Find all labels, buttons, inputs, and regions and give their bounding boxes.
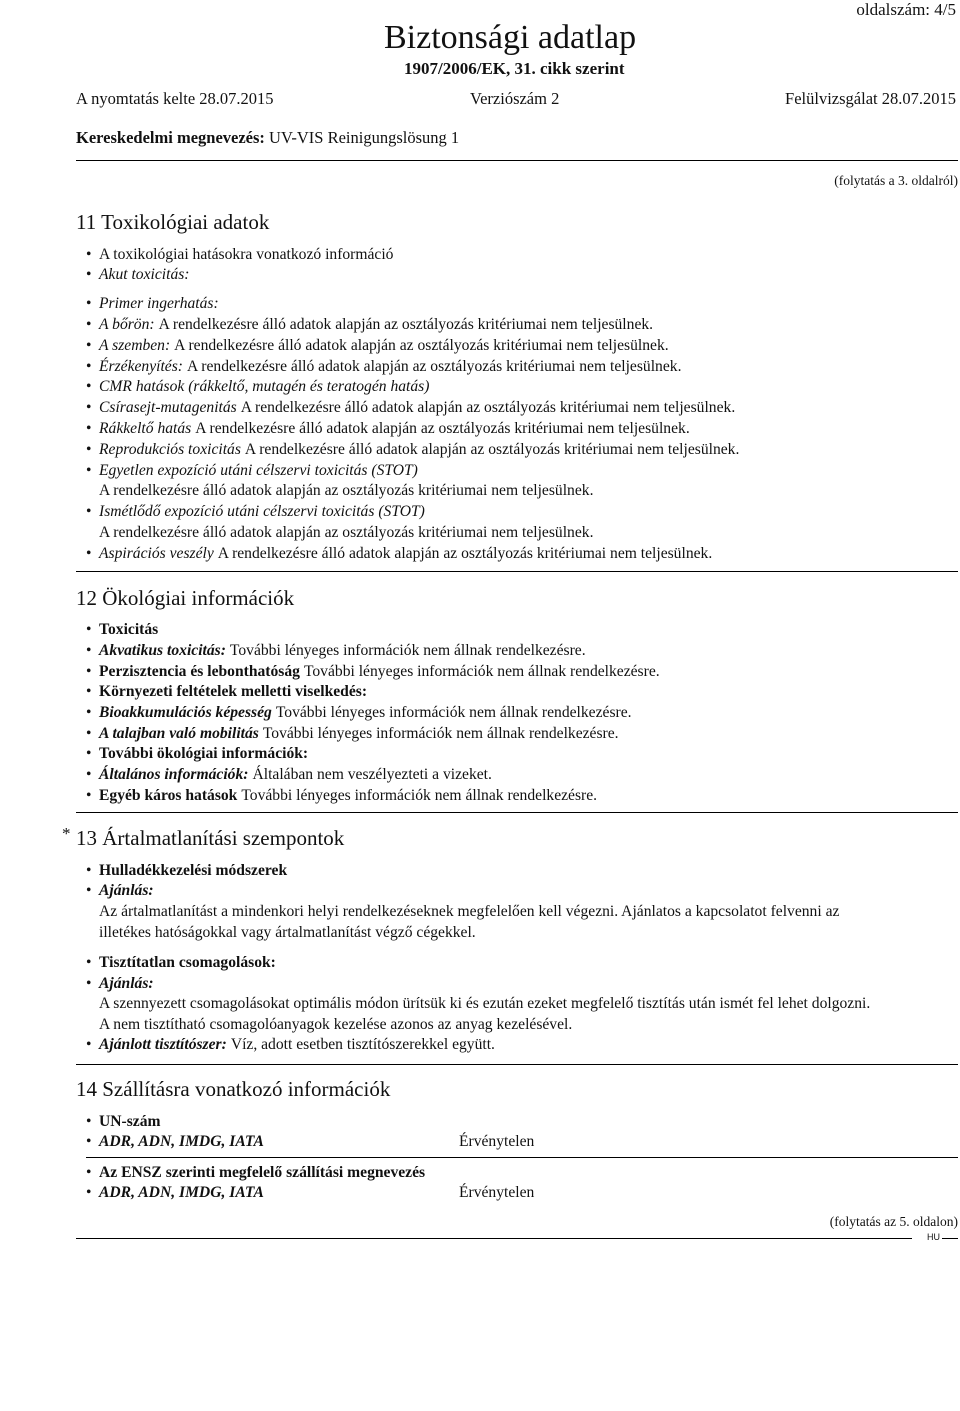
list-item-text: A szennyezett csomagolásokat optimális módon ürítsük ki és ezután ezeket megfelelő tisztítás után ismét fel lehet dolgozni. bbox=[99, 995, 871, 1012]
continued-to: (folytatás az 5. oldalon) bbox=[829, 1214, 958, 1229]
list-item: • Csírasejt-mutagenitás A rendelkezésre álló adatok alapján az osztályozás kritériumai nem teljesülnek. bbox=[86, 399, 736, 416]
list-item: • Ajánlott tisztítószer: Víz, adott esetben tisztítószerekkel együtt. bbox=[86, 1036, 495, 1053]
print-date: A nyomtatás kelte 28.07.2015 bbox=[76, 89, 274, 108]
list-item: • Toxicitás bbox=[86, 621, 159, 638]
list-item: • Ajánlás: bbox=[86, 882, 154, 899]
list-item: • UN-szám bbox=[86, 1113, 161, 1130]
version-number: Verziószám 2 bbox=[470, 89, 560, 108]
footer-rule-left bbox=[76, 1238, 912, 1239]
list-item: • Általános információk: Általában nem veszélyezteti a vizeket. bbox=[86, 766, 492, 783]
section-rule bbox=[76, 1064, 958, 1065]
list-item: • ADR, ADN, IMDG, IATA Érvénytelen bbox=[86, 1133, 535, 1150]
revision-date: Felülvizsgálat 28.07.2015 bbox=[785, 89, 956, 108]
list-item: • Primer ingerhatás: bbox=[86, 295, 219, 312]
list-item: • Bioakkumulációs képesség További lényeges információk nem állnak rendelkezésre. bbox=[86, 704, 632, 721]
continued-from: (folytatás a 3. oldalról) bbox=[834, 173, 958, 188]
list-item-text: A nem tisztítható csomagolóanyagok kezelése azonos az anyag kezelésével. bbox=[99, 1016, 573, 1033]
list-item: • Egyéb káros hatások További lényeges információk nem állnak rendelkezésre. bbox=[86, 787, 598, 804]
list-item: • Akvatikus toxicitás: További lényeges információk nem állnak rendelkezésre. bbox=[86, 642, 586, 659]
list-item: • Egyetlen expozíció utáni célszervi toxicitás (STOT) bbox=[86, 462, 418, 479]
trade-name-label: Kereskedelmi megnevezés: bbox=[76, 128, 265, 147]
list-item: • Ismétlődő expozíció utáni célszervi toxicitás (STOT) bbox=[86, 503, 425, 520]
list-item: • Környezeti feltételek melletti viselkedés: bbox=[86, 683, 368, 700]
subsection-rule bbox=[86, 1157, 958, 1158]
trade-name bbox=[76, 128, 459, 148]
trade-name-value: UV-VIS Reinigungslösung 1 bbox=[269, 128, 460, 147]
list-item: • Perzisztencia és lebonthatóság További lényeges információk nem állnak rendelkezésre. bbox=[86, 663, 660, 680]
section-12-heading: 12 Ökológiai információk bbox=[76, 586, 295, 610]
list-item: • A szemben: A rendelkezésre álló adatok alapján az osztályozás kritériumai nem teljesülnek. bbox=[86, 337, 669, 354]
list-item: • ADR, ADN, IMDG, IATA Érvénytelen bbox=[86, 1184, 535, 1201]
transport-value: Érvénytelen bbox=[459, 1184, 535, 1201]
list-item: • Rákkeltő hatás A rendelkezésre álló adatok alapján az osztályozás kritériumai nem teljesülnek. bbox=[86, 420, 690, 437]
footer-rule-right bbox=[942, 1238, 958, 1239]
list-item: • Érzékenyítés: A rendelkezésre álló adatok alapján az osztályozás kritériumai nem teljesülnek. bbox=[86, 358, 682, 375]
revision-marker: * bbox=[62, 824, 71, 843]
list-item: • Reprodukciós toxicitás A rendelkezésre álló adatok alapján az osztályozás kritériumai nem teljesülnek. bbox=[86, 441, 740, 458]
list-item-text: Az ártalmatlanítást a mindenkori helyi rendelkezéseknek megfelelően kell végezni. Ajánlatos a kapcsolatot felvenni az bbox=[99, 903, 840, 920]
language-code: HU bbox=[927, 1232, 940, 1242]
list-item: • Ajánlás: bbox=[86, 975, 154, 992]
list-item: • Aspirációs veszély A rendelkezésre álló adatok alapján az osztályozás kritériumai nem teljesülnek. bbox=[86, 545, 713, 562]
header-rule bbox=[76, 160, 958, 161]
list-item: • Tisztítatlan csomagolások: bbox=[86, 954, 276, 971]
list-item: • További ökológiai információk: bbox=[86, 745, 309, 762]
list-item-text: A rendelkezésre álló adatok alapján az osztályozás kritériumai nem teljesülnek. bbox=[99, 482, 594, 499]
section-rule bbox=[76, 812, 958, 813]
list-item: • A toxikológiai hatásokra vonatkozó információ bbox=[86, 246, 394, 263]
list-item: • Az ENSZ szerinti megfelelő szállítási megnevezés bbox=[86, 1164, 426, 1181]
section-11-heading: 11 Toxikológiai adatok bbox=[76, 210, 270, 234]
list-item-text: A rendelkezésre álló adatok alapján az osztályozás kritériumai nem teljesülnek. bbox=[99, 524, 594, 541]
page-number: oldalszám: 4/5 bbox=[856, 0, 956, 19]
section-14-heading: 14 Szállításra vonatkozó információk bbox=[76, 1077, 391, 1101]
list-item: • CMR hatások (rákkeltő, mutagén és teratogén hatás) bbox=[86, 378, 430, 395]
list-item-text: illetékes hatóságokkal vagy ártalmatlanítást végző cégekkel. bbox=[99, 924, 476, 941]
document-title: Biztonsági adatlap bbox=[384, 19, 637, 56]
section-13-heading: 13 Ártalmatlanítási szempontok bbox=[76, 826, 345, 850]
list-item: • A talajban való mobilitás További lényeges információk nem állnak rendelkezésre. bbox=[86, 725, 619, 742]
transport-value: Érvénytelen bbox=[459, 1133, 535, 1150]
section-rule bbox=[76, 571, 958, 572]
regulation-reference: 1907/2006/EK, 31. cikk szerint bbox=[404, 59, 625, 78]
list-item: • A bőrön: A rendelkezésre álló adatok alapján az osztályozás kritériumai nem teljesülnek. bbox=[86, 316, 654, 333]
list-item: • Hulladékkezelési módszerek bbox=[86, 862, 288, 879]
list-item: • Akut toxicitás: bbox=[86, 266, 190, 283]
